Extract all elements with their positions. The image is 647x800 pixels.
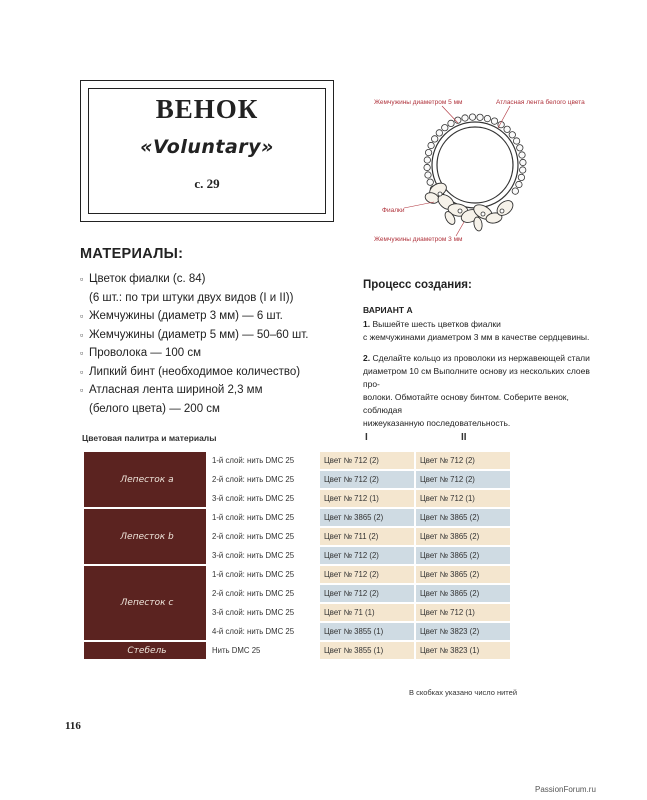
materials-item: ▫ Липкий бинт (необходимое количество): [80, 363, 340, 382]
bullet-icon: ▫: [80, 366, 84, 377]
color-cell: Цвет № 3865 (2): [416, 547, 510, 564]
process-heading: Процесс создания:: [363, 279, 472, 291]
color-cell: Цвет № 3865 (2): [416, 566, 510, 583]
violet-flowers: [424, 180, 516, 231]
table-row: [84, 642, 510, 659]
pearl-bead: [509, 132, 515, 138]
color-cell: Цвет № 3865 (2): [416, 585, 510, 602]
color-cell: Цвет № 712 (2): [320, 547, 414, 564]
color-cell: Цвет № 712 (1): [416, 490, 510, 507]
bullet-icon: ▫: [80, 311, 84, 321]
materials-item: ▫ Жемчужины (диаметр 3 мм) — 6 шт.: [80, 307, 340, 326]
color-cell: Цвет № 712 (2): [320, 452, 414, 469]
color-cell: Цвет № 712 (2): [320, 471, 414, 488]
pearl-bead: [516, 181, 522, 187]
color-cell: Цвет № 3855 (1): [320, 642, 414, 659]
materials-item: ▫ Проволока — 100 см: [80, 344, 340, 363]
color-cell: Цвет № 712 (2): [416, 471, 510, 488]
pearl-bead: [517, 145, 523, 151]
color-palette-table: [82, 450, 512, 661]
column-header-2: II: [461, 432, 467, 443]
layer-cell: 1-й слой: нить DMC 25: [208, 452, 318, 469]
pearl-bead: [462, 115, 468, 121]
pearl-bead: [427, 179, 433, 185]
pearl-bead: [432, 136, 438, 142]
layer-cell: Нить DMC 25: [208, 642, 318, 659]
wreath-diagram: [360, 90, 590, 250]
color-cell: Цвет № 3865 (2): [416, 509, 510, 526]
table-row: [84, 452, 510, 469]
color-cell: Цвет № 711 (2): [320, 528, 414, 545]
color-cell: Цвет № 712 (1): [320, 490, 414, 507]
page-reference: с. 29: [194, 176, 220, 191]
color-cell: Цвет № 712 (2): [320, 566, 414, 583]
column-header-1: I: [365, 432, 368, 443]
bullet-icon: ▫: [80, 385, 84, 395]
pearl-bead: [424, 157, 430, 163]
pearl-bead: [513, 138, 519, 144]
layer-cell: 3-й слой: нить DMC 25: [208, 547, 318, 564]
color-cell: Цвет № 3855 (1): [320, 623, 414, 640]
page-number: 116: [65, 720, 81, 732]
materials-item: ▫ Атласная лента шириной 2,3 мм (белого цвета) — 200 см: [80, 381, 340, 418]
pearl-bead: [504, 126, 510, 132]
pearl-bead: [469, 114, 475, 120]
table-row: [84, 566, 510, 583]
pearl-bead: [512, 188, 518, 194]
pearl-bead: [448, 120, 454, 126]
pearl-beads: [424, 114, 526, 194]
pearl-bead: [484, 115, 490, 121]
pearl-bead: [424, 164, 430, 170]
wreath-ring-inner: [437, 127, 513, 203]
label-violets: Фиалки: [382, 207, 405, 214]
layer-cell: 2-й слой: нить DMC 25: [208, 528, 318, 545]
layer-cell: 3-й слой: нить DMC 25: [208, 604, 318, 621]
materials-heading: МАТЕРИАЛЫ:: [80, 246, 184, 262]
pearl-bead: [519, 152, 525, 158]
layer-cell: 3-й слой: нить DMC 25: [208, 490, 318, 507]
materials-list: [80, 270, 340, 418]
table-row: [84, 509, 510, 526]
watermark: PassionForum.ru: [535, 785, 596, 794]
pearl-bead: [491, 118, 497, 124]
variant-heading: ВАРИАНТ А: [363, 305, 413, 315]
layer-cell: 1-й слой: нить DMC 25: [208, 509, 318, 526]
petal-name: Лепесток b: [84, 509, 206, 564]
table-footnote: В скобках указано число нитей: [409, 688, 518, 697]
label-pearls-5mm: Жемчужины диаметром 5 мм: [374, 99, 463, 106]
pearl-bead: [425, 172, 431, 178]
pearl-bead: [520, 159, 526, 165]
label-satin-ribbon: Атласная лента белого цвета: [496, 99, 585, 106]
color-cell: Цвет № 3865 (2): [416, 528, 510, 545]
color-cell: Цвет № 712 (2): [416, 452, 510, 469]
process-step: 2. Сделайте кольцо из проволоки из нержавеющей стали диаметром 10 см Выполните основу из нескольких слоев про- волоки. Обмотайте основу бинтом. Соберите венок, соблюдая нижеуказанную последовательность.: [363, 353, 590, 428]
color-cell: Цвет № 3823 (2): [416, 623, 510, 640]
materials-item: ▫ Жемчужины (диаметр 5 мм) — 50–60 шт.: [80, 326, 340, 345]
petal-name: Лепесток а: [84, 452, 206, 507]
pearl-bead: [436, 130, 442, 136]
layer-cell: 1-й слой: нить DMC 25: [208, 566, 318, 583]
color-cell: Цвет № 3823 (1): [416, 642, 510, 659]
pearl-bead: [442, 125, 448, 131]
color-cell: Цвет № 712 (1): [416, 604, 510, 621]
pearl-bead: [520, 167, 526, 173]
layer-cell: 2-й слой: нить DMC 25: [208, 585, 318, 602]
page-subtitle: «Voluntary»: [140, 136, 274, 158]
color-cell: Цвет № 3865 (2): [320, 509, 414, 526]
petal-name: Лепесток с: [84, 566, 206, 640]
pearl-bead: [518, 174, 524, 180]
table-caption: Цветовая палитра и материалы: [82, 433, 217, 443]
materials-item: ▫ Цветок фиалки (с. 84) (6 шт.: по три штуки двух видов (I и II)): [80, 270, 340, 307]
process-step: 1. Вышейте шесть цветков фиалки с жемчужинами диаметром 3 мм в качестве сердцевины.: [363, 319, 590, 342]
layer-cell: 4-й слой: нить DMC 25: [208, 623, 318, 640]
color-cell: Цвет № 712 (2): [320, 585, 414, 602]
bullet-icon: ▫: [80, 348, 84, 358]
color-cell: Цвет № 71 (1): [320, 604, 414, 621]
page-title: ВЕНОК: [155, 94, 259, 124]
bullet-icon: ▫: [80, 329, 84, 340]
pearl-bead: [425, 149, 431, 155]
layer-cell: 2-й слой: нить DMC 25: [208, 471, 318, 488]
pearl-bead: [428, 142, 434, 148]
petal-name: Стебель: [84, 642, 206, 659]
pearl-bead: [477, 114, 483, 120]
bullet-icon: ▫: [80, 274, 84, 284]
label-pearls-3mm: Жемчужины диаметром 3 мм: [374, 236, 463, 243]
